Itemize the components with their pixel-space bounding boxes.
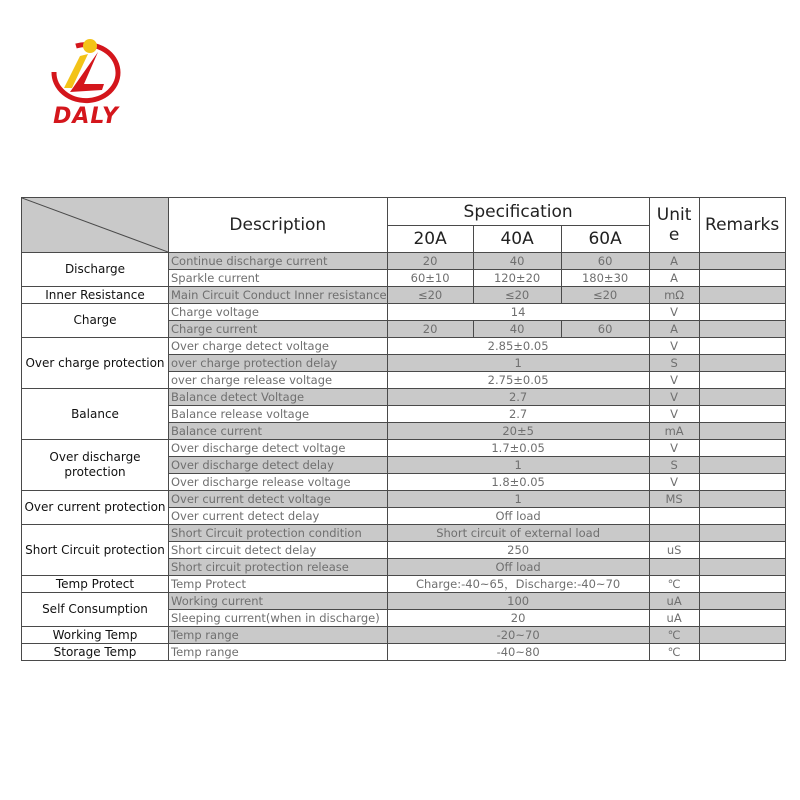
header-row <box>22 198 786 226</box>
unit-cell: V <box>649 406 699 423</box>
value-20a-cell: 20 <box>387 321 473 338</box>
unit-cell: A <box>649 270 699 287</box>
remarks-cell <box>699 491 785 508</box>
remarks-cell <box>699 321 785 338</box>
item-cell: Charge current <box>169 321 388 338</box>
unit-cell: V <box>649 372 699 389</box>
item-cell: Over discharge detect delay <box>169 457 388 474</box>
value-cell: Charge:-40~65，Discharge:-40~70 <box>387 576 649 593</box>
remarks-cell <box>699 457 785 474</box>
value-40a-cell: ≤20 <box>473 287 561 304</box>
table-row <box>22 253 786 270</box>
table-row <box>22 338 786 355</box>
category-cell: Self Consumption <box>22 593 169 627</box>
daly-emblem-icon <box>40 38 132 108</box>
remarks-cell <box>699 644 785 661</box>
category-cell: Short Circuit protection <box>22 525 169 576</box>
unit-cell: A <box>649 321 699 338</box>
unit-cell: V <box>649 338 699 355</box>
unit-cell: mΩ <box>649 287 699 304</box>
unit-cell: uA <box>649 593 699 610</box>
item-cell: Over charge detect voltage <box>169 338 388 355</box>
item-cell: Over current detect voltage <box>169 491 388 508</box>
model-40a-header: 40A <box>473 226 561 253</box>
unit-cell: uS <box>649 542 699 559</box>
remarks-cell <box>699 559 785 576</box>
unit-cell <box>649 508 699 525</box>
table-row <box>22 304 786 321</box>
category-cell: Charge <box>22 304 169 338</box>
value-20a-cell: 20 <box>387 253 473 270</box>
remarks-cell <box>699 440 785 457</box>
value-20a-cell: 60±10 <box>387 270 473 287</box>
category-cell: Working Temp <box>22 627 169 644</box>
table-row <box>22 287 786 304</box>
unit-cell: ℃ <box>649 627 699 644</box>
unit-header <box>649 198 699 253</box>
item-cell: Temp Protect <box>169 576 388 593</box>
remarks-cell <box>699 474 785 491</box>
remarks-cell <box>699 525 785 542</box>
item-cell: Charge voltage <box>169 304 388 321</box>
model-60a-header: 60A <box>561 226 649 253</box>
value-cell: 2.75±0.05 <box>387 372 649 389</box>
value-cell: 2.7 <box>387 406 649 423</box>
value-cell: 1 <box>387 491 649 508</box>
remarks-cell <box>699 389 785 406</box>
category-cell: Over current protection <box>22 491 169 525</box>
logo-text: DALY <box>53 104 119 129</box>
category-cell: Inner Resistance <box>22 287 169 304</box>
value-60a-cell: ≤20 <box>561 287 649 304</box>
table-row <box>22 576 786 593</box>
table-row <box>22 644 786 661</box>
value-60a-cell: 60 <box>561 253 649 270</box>
item-cell: Short circuit detect delay <box>169 542 388 559</box>
unit-cell: ℃ <box>649 644 699 661</box>
item-cell: Temp range <box>169 627 388 644</box>
item-cell: Short Circuit protection condition <box>169 525 388 542</box>
value-cell: 250 <box>387 542 649 559</box>
value-cell: 2.7 <box>387 389 649 406</box>
remarks-header: Remarks <box>699 198 785 253</box>
unit-cell: mA <box>649 423 699 440</box>
item-cell: Continue discharge current <box>169 253 388 270</box>
value-cell: 20±5 <box>387 423 649 440</box>
item-cell: Sparkle current <box>169 270 388 287</box>
unit-cell: V <box>649 389 699 406</box>
category-cell: Discharge <box>22 253 169 287</box>
item-cell: Over current detect delay <box>169 508 388 525</box>
item-cell: Balance detect Voltage <box>169 389 388 406</box>
unit-header-line2: e <box>668 225 680 245</box>
remarks-cell <box>699 355 785 372</box>
value-cell: 2.85±0.05 <box>387 338 649 355</box>
item-cell: Temp range <box>169 644 388 661</box>
description-header: Description <box>169 198 388 253</box>
category-cell: Over charge protection <box>22 338 169 389</box>
unit-cell <box>649 559 699 576</box>
value-cell: Off load <box>387 559 649 576</box>
item-cell: Main Circuit Conduct Inner resistance <box>169 287 388 304</box>
remarks-cell <box>699 576 785 593</box>
remarks-cell <box>699 406 785 423</box>
daly-logo <box>40 38 132 130</box>
table-row <box>22 491 786 508</box>
unit-cell: MS <box>649 491 699 508</box>
remarks-cell <box>699 610 785 627</box>
item-cell: Over discharge release voltage <box>169 474 388 491</box>
item-cell: Over discharge detect voltage <box>169 440 388 457</box>
remarks-cell <box>699 423 785 440</box>
value-40a-cell: 40 <box>473 253 561 270</box>
unit-cell: V <box>649 304 699 321</box>
value-cell: Short circuit of external load <box>387 525 649 542</box>
unit-header-line1: Unit <box>656 205 692 225</box>
value-cell: 1.8±0.05 <box>387 474 649 491</box>
model-20a-header: 20A <box>387 226 473 253</box>
unit-cell: uA <box>649 610 699 627</box>
spec-table-body <box>22 198 786 661</box>
value-cell: 20 <box>387 610 649 627</box>
value-40a-cell: 120±20 <box>473 270 561 287</box>
remarks-cell <box>699 627 785 644</box>
value-cell: 1.7±0.05 <box>387 440 649 457</box>
item-cell: Working current <box>169 593 388 610</box>
unit-cell: A <box>649 253 699 270</box>
remarks-cell <box>699 304 785 321</box>
value-40a-cell: 40 <box>473 321 561 338</box>
table-row <box>22 627 786 644</box>
table-row <box>22 389 786 406</box>
remarks-cell <box>699 593 785 610</box>
item-cell: over charge protection delay <box>169 355 388 372</box>
value-cell: -20~70 <box>387 627 649 644</box>
table-row <box>22 440 786 457</box>
item-cell: Balance current <box>169 423 388 440</box>
category-cell: Balance <box>22 389 169 440</box>
remarks-cell <box>699 338 785 355</box>
value-cell: 1 <box>387 457 649 474</box>
remarks-cell <box>699 542 785 559</box>
unit-cell <box>649 525 699 542</box>
remarks-cell <box>699 287 785 304</box>
unit-cell: S <box>649 355 699 372</box>
value-cell: -40~80 <box>387 644 649 661</box>
remarks-cell <box>699 270 785 287</box>
value-20a-cell: ≤20 <box>387 287 473 304</box>
table-row <box>22 593 786 610</box>
item-cell: Sleeping current(when in discharge) <box>169 610 388 627</box>
value-60a-cell: 180±30 <box>561 270 649 287</box>
value-cell: 1 <box>387 355 649 372</box>
unit-cell: V <box>649 440 699 457</box>
unit-cell: ℃ <box>649 576 699 593</box>
value-cell: 14 <box>387 304 649 321</box>
item-cell: over charge release voltage <box>169 372 388 389</box>
category-cell: Over discharge protection <box>22 440 169 491</box>
remarks-cell <box>699 372 785 389</box>
unit-cell: S <box>649 457 699 474</box>
spec-table <box>21 197 786 661</box>
item-cell: Balance release voltage <box>169 406 388 423</box>
category-cell: Temp Protect <box>22 576 169 593</box>
table-row <box>22 525 786 542</box>
value-60a-cell: 60 <box>561 321 649 338</box>
item-cell: Short circuit protection release <box>169 559 388 576</box>
specification-header: Specification <box>387 198 649 226</box>
value-cell: 100 <box>387 593 649 610</box>
remarks-cell <box>699 253 785 270</box>
unit-cell: V <box>649 474 699 491</box>
value-cell: Off load <box>387 508 649 525</box>
remarks-cell <box>699 508 785 525</box>
corner-cell <box>22 198 169 253</box>
diagonal-line <box>22 198 168 252</box>
category-cell: Storage Temp <box>22 644 169 661</box>
